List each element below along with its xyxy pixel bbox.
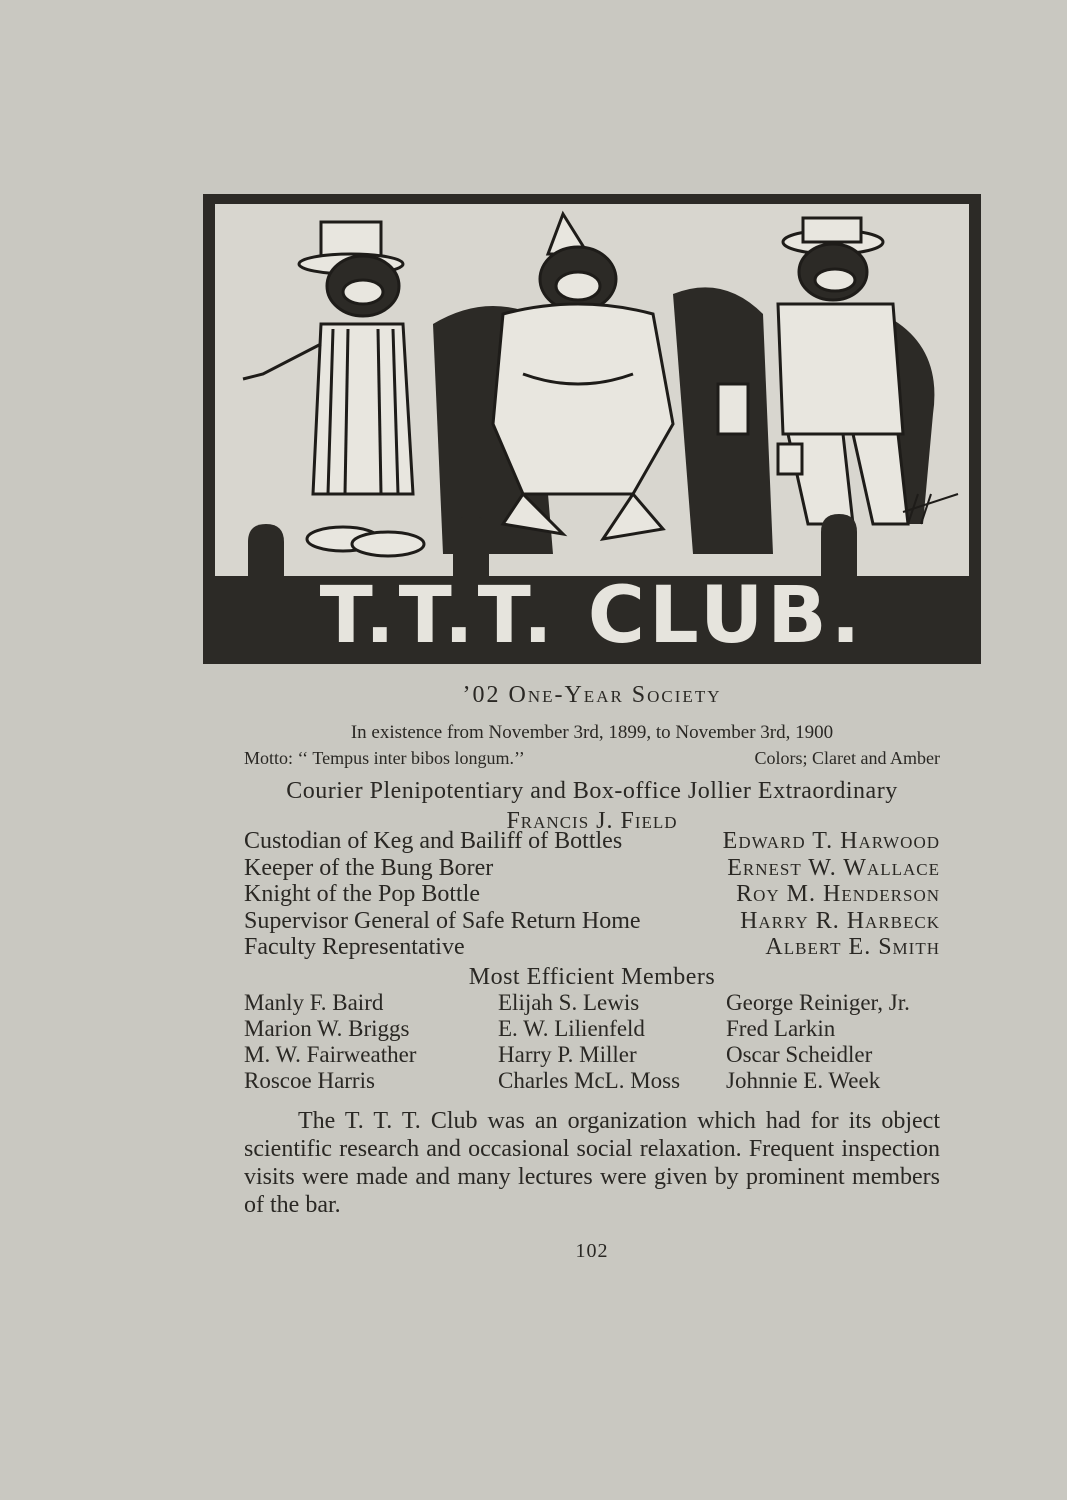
member-name: Harry P. Miller — [498, 1042, 637, 1067]
motto-colors-line — [244, 748, 940, 769]
office-row — [244, 908, 940, 935]
members-list — [244, 990, 940, 1094]
office-holder: Albert E. Smith — [765, 934, 940, 960]
members-heading: Most Efficient Members — [468, 964, 716, 990]
courier-name: Francis J. Field — [506, 808, 678, 834]
banner-text: T.T.T. CLUB. — [319, 571, 865, 661]
member-name: Charles McL. Moss — [498, 1068, 681, 1093]
colors: Colors; Claret and Amber — [754, 748, 940, 768]
office-holder: Edward T. Harwood — [722, 828, 940, 854]
officers-list — [244, 828, 940, 961]
office-holder: Ernest W. Wallace — [727, 854, 940, 881]
member-row — [244, 1042, 940, 1068]
member-row — [244, 1016, 940, 1042]
courier-title: Courier Plenipotentiary and Box-office Jollier Extraordinary — [286, 778, 898, 804]
member-name: George Reiniger, Jr. — [726, 990, 910, 1015]
member-name: Elijah S. Lewis — [498, 990, 640, 1015]
office-role: Keeper of the Bung Borer — [244, 854, 494, 881]
existence-dates: In existence from November 3rd, 1899, to November 3rd, 1900 — [350, 722, 834, 743]
page-number: 102 — [575, 1240, 609, 1262]
member-name: M. W. Fairweather — [244, 1042, 417, 1067]
office-holder: Harry R. Harbeck — [740, 907, 940, 934]
member-name: Fred Larkin — [726, 1016, 836, 1041]
member-name: Manly F. Baird — [244, 990, 384, 1015]
office-row — [244, 828, 940, 855]
office-holder: Roy M. Henderson — [736, 881, 940, 907]
member-row — [244, 1068, 940, 1094]
member-name: Marion W. Briggs — [244, 1016, 410, 1041]
member-name: Johnnie E. Week — [726, 1068, 881, 1093]
office-role: Custodian of Keg and Bailiff of Bottles — [244, 828, 623, 854]
caricature-drawing-icon — [203, 194, 981, 664]
member-name: E. W. Lilienfeld — [498, 1016, 645, 1041]
office-row — [244, 855, 940, 882]
office-role: Supervisor General of Safe Return Home — [244, 907, 641, 934]
office-row — [244, 881, 940, 908]
office-role: Faculty Representative — [244, 934, 465, 960]
office-role: Knight of the Pop Bottle — [244, 881, 480, 907]
club-illustration — [203, 194, 981, 664]
society-title: ’02 One-Year Society — [462, 682, 722, 708]
member-name: Roscoe Harris — [244, 1068, 375, 1093]
motto: Motto: ‘‘ Tempus inter bibos longum.’’ — [244, 748, 525, 768]
office-row — [244, 934, 940, 961]
member-name: Oscar Scheidler — [726, 1042, 873, 1067]
club-description: The T. T. T. Club was an organization which had for its object scientific research and occasional social relaxation. Frequent inspection visits were made and many lectures were given by prominent members of the bar. — [244, 1108, 940, 1218]
member-row — [244, 990, 940, 1016]
